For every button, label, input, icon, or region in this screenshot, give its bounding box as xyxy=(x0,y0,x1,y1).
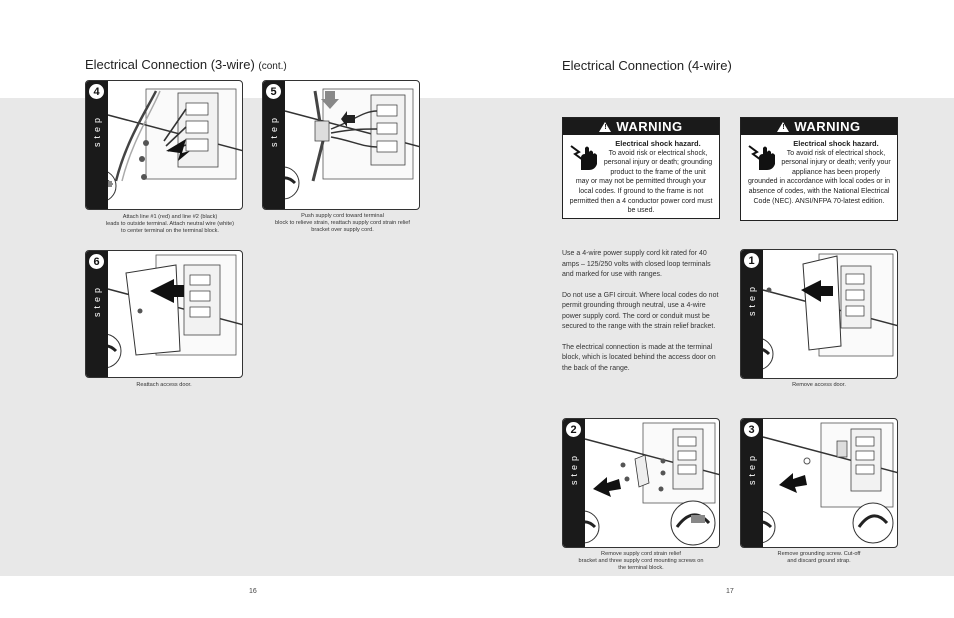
warning-triangle-icon: ! xyxy=(777,122,789,132)
step-5-panel xyxy=(262,80,420,210)
step-4-bar xyxy=(86,81,108,209)
step-6-number: 6 xyxy=(89,254,104,269)
step-6-illustration xyxy=(86,251,243,378)
instructions-text xyxy=(562,249,720,384)
paragraph-3: The electrical connection is made at the terminal block, which is located behind the access door on the back of the range. xyxy=(562,343,716,372)
right-page-title: Electrical Connection (4-wire) xyxy=(562,58,732,73)
step-1-illustration xyxy=(741,250,898,379)
warning-header-1: ! WARNING xyxy=(563,118,719,135)
step-6-bar xyxy=(86,251,108,377)
electrical-shock-hand-icon xyxy=(747,140,777,172)
step-4-label: step xyxy=(92,113,102,147)
step-5-illustration xyxy=(263,81,420,210)
electrical-shock-hand-icon xyxy=(569,140,599,172)
warning-box-2 xyxy=(740,117,898,221)
step-4-panel xyxy=(85,80,243,210)
step-3-caption: Remove grounding screw. Cut-off and discard ground strap. xyxy=(777,551,861,564)
hazard-title-1: Electrical shock hazard. xyxy=(615,139,701,148)
warning-triangle-icon: ! xyxy=(599,122,611,132)
step-3-illustration xyxy=(741,419,898,548)
step-5-number: 5 xyxy=(266,84,281,99)
step-2-panel xyxy=(562,418,720,548)
warning-header-2: ! WARNING xyxy=(741,118,897,135)
step-5-bar xyxy=(263,81,285,209)
step-4-illustration xyxy=(86,81,243,210)
warning-box-1 xyxy=(562,117,720,219)
step-4-number: 4 xyxy=(89,84,104,99)
step-2-label: step xyxy=(569,451,579,485)
step-5-caption: Push supply cord toward terminal block to relieve strain, reattach supply cord strain relief bracket over supply cord. xyxy=(275,213,410,233)
warning-text-1: To avoid risk or electrical shock, personal injury or death; grounding product to the frame of the unit may or may not be permitted through your local codes. If ground to the frame is not permitted then a 4 conductor power cord must be used. xyxy=(569,149,713,215)
paragraph-2: Do not use a GFI circuit. Where local codes do not permit grounding through neutral, use a 4-wire power supply cord. The cord or conduit must be secured to the range with the strain relief bracket. xyxy=(562,291,719,330)
page-number-right: 17 xyxy=(726,588,734,595)
step-2-caption: Remove supply cord strain relief bracket and three supply cord mounting screws on the terminal block. xyxy=(578,551,704,571)
step-2-bar xyxy=(563,419,585,547)
step-3-label: step xyxy=(747,451,757,485)
paragraph-1: Use a 4-wire power supply cord kit rated for 40 amps – 125/250 volts with closed loop terminals and marked for use with ranges. xyxy=(562,250,711,278)
step-6-panel xyxy=(85,250,243,378)
step-1-caption: Remove access door. xyxy=(792,382,846,388)
step-1-panel xyxy=(740,249,898,379)
step-3-bar xyxy=(741,419,763,547)
step-4-caption: Attach line #1 (red) and line #2 (black) leads to outside terminal. Attach neutral wire (white) to center terminal on the terminal block. xyxy=(105,214,235,234)
step-3-number: 3 xyxy=(744,422,759,437)
hazard-title-2: Electrical shock hazard. xyxy=(793,139,879,148)
step-2-number: 2 xyxy=(566,422,581,437)
page-number-left: 16 xyxy=(249,588,257,595)
step-6-caption: Reattach access door. xyxy=(136,382,192,388)
step-1-number: 1 xyxy=(744,253,759,268)
step-6-label: step xyxy=(92,283,102,317)
left-page-title: Electrical Connection (3-wire) (cont.) xyxy=(85,57,287,72)
step-5-label: step xyxy=(269,113,279,147)
step-2-illustration xyxy=(563,419,720,548)
step-1-label: step xyxy=(747,282,757,316)
warning-text-2: To avoid risk of electrical shock, personal injury or death; verify your appliance has been properly grounded in accordance with local codes or in absence of codes, with the National Electrical Code (NEC). ANSI/NFPA 70-latest edition. xyxy=(747,149,891,205)
step-1-bar xyxy=(741,250,763,378)
step-3-panel xyxy=(740,418,898,548)
